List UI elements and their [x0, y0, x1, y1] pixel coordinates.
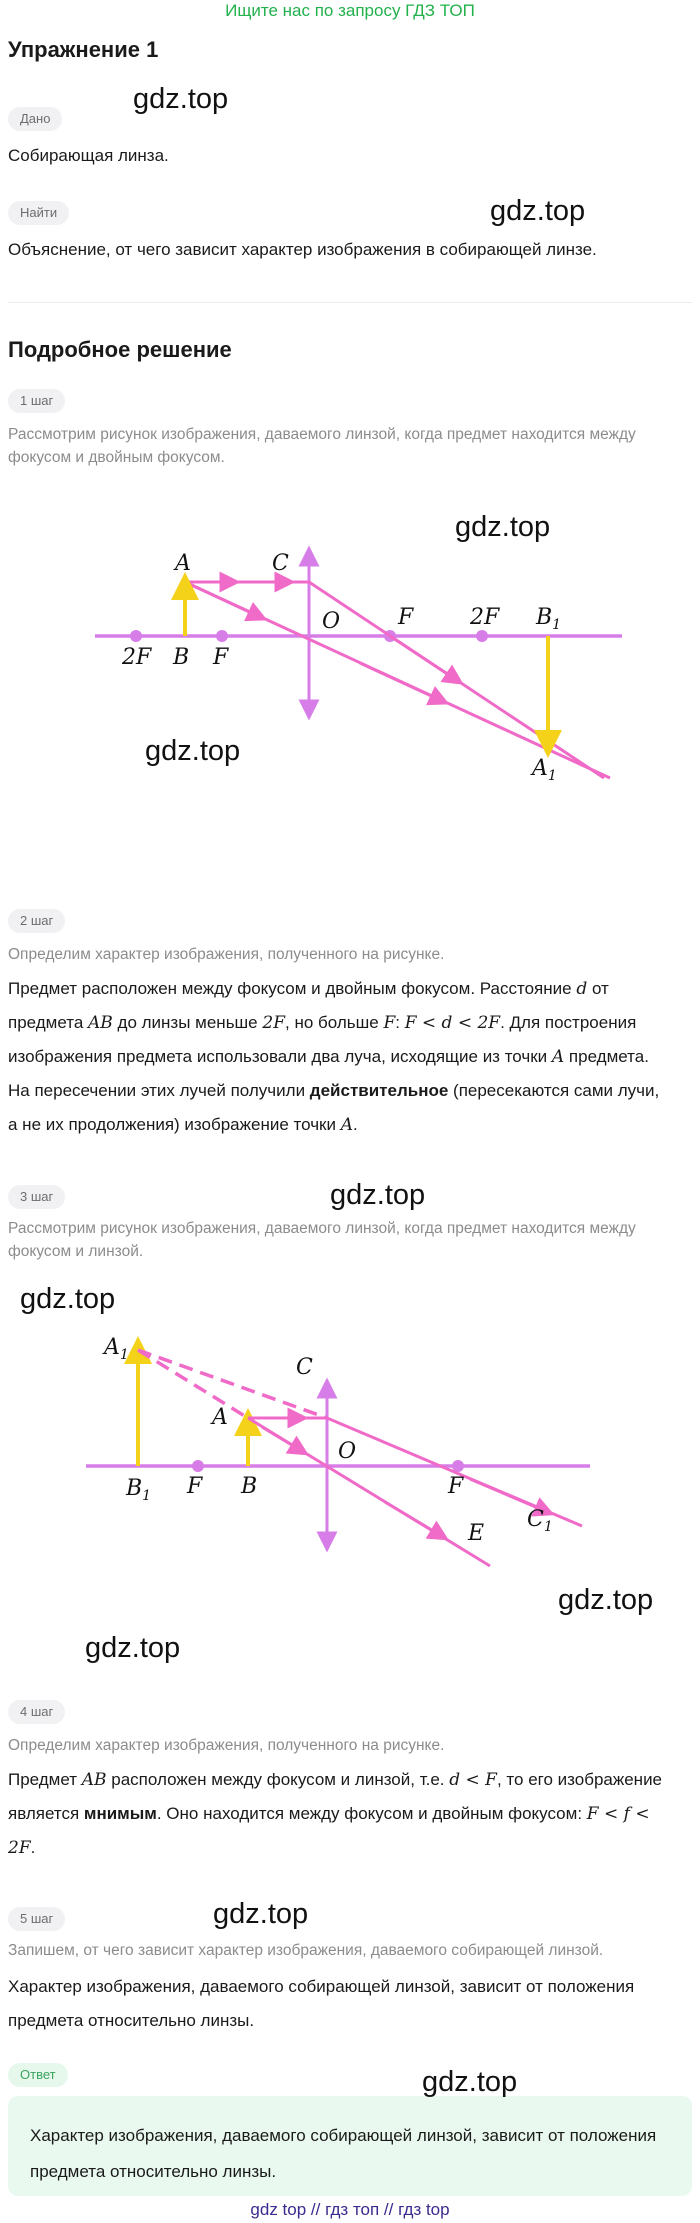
answer-label: Ответ	[8, 2063, 68, 2087]
top-banner[interactable]: Ищите нас по запросу ГДЗ ТОП	[225, 1, 475, 20]
watermark: gdz.top	[422, 2066, 518, 2098]
step2-text: Предмет расположен между фокусом и двойным фокусом. Расстояние d от предмета AB до линзы меньше 2F, но больше F: F < d < 2F. Для построения изображения предмета использовали два луча, исходящие из точки A предмета. На пересечении этих лучей получили действительное (пересекаются сами лучи, а не их продолжения) изображение точки A.	[8, 979, 660, 1135]
watermark: gdz.top	[558, 1584, 654, 1616]
footer-links[interactable]: gdz top // гдз топ // гдз top	[250, 2200, 450, 2219]
watermark: gdz.top	[133, 83, 229, 115]
label-c: C	[272, 551, 289, 576]
point-f-left	[216, 630, 228, 642]
label2-a1: $A_1$	[104, 1335, 129, 1363]
ray-central-arrow-1	[185, 582, 258, 616]
step3-label-wrap	[8, 1185, 65, 1209]
step5-hint: Запишем, от чего зависит характер изображения, даваемого собирающей линзой.	[8, 1942, 604, 1959]
step5-text: Характер изображения, даваемого собирающей линзой, зависит от положения предмета относительно линзы.	[8, 1977, 635, 2030]
given-label-wrap	[8, 107, 62, 131]
step4-text: Предмет AB расположен между фокусом и линзой, т.е. d < F, то его изображение является мнимым. Оно находится между фокусом и двойным фокусом: F < f < 2F.	[8, 1770, 663, 1858]
label2-f-right: F	[448, 1474, 464, 1499]
step5-label: 5 шаг	[8, 1907, 65, 1931]
ray2-central-arrow-2	[385, 1502, 440, 1535]
watermark: gdz.top	[213, 1898, 309, 1930]
diagram-virtual-image	[0, 1320, 700, 1580]
answer-label-wrap	[8, 2063, 68, 2087]
label-b1: $B_1$	[536, 605, 562, 633]
point-2f-left	[130, 630, 142, 642]
label2-a: A	[212, 1405, 228, 1430]
step2-label: 2 шаг	[8, 909, 65, 933]
given-label: Дано	[8, 107, 62, 131]
step3-label: 3 шаг	[8, 1185, 65, 1209]
watermark: gdz.top	[20, 1283, 116, 1315]
find-label-wrap	[8, 201, 69, 225]
step3-hint: Рассмотрим рисунок изображения, даваемого линзой, когда предмет находится между фокусом и линзой.	[8, 1220, 636, 1260]
ray-parallel-arrow-3	[390, 636, 455, 679]
label-a1: $A_1$	[532, 756, 557, 784]
label-2f-right: 2F	[470, 605, 500, 630]
watermark: gdz.top	[145, 735, 241, 767]
label-f-right: F	[398, 605, 414, 630]
given-text: Собирающая линза.	[8, 146, 169, 165]
watermark: gdz.top	[330, 1179, 426, 1211]
label2-f-left: F	[187, 1474, 203, 1499]
point-2f-right	[476, 630, 488, 642]
page-title: Упражнение 1	[8, 37, 159, 62]
point2-f-left	[192, 1460, 204, 1472]
label2-o: O	[338, 1439, 357, 1464]
step1-hint: Рассмотрим рисунок изображения, даваемого линзой, когда предмет находится между фокусом и двойным фокусом.	[8, 426, 636, 466]
step4-label-wrap	[8, 1700, 65, 1724]
label-2f-left: 2F	[122, 645, 152, 670]
ray-central-arrow-2	[360, 663, 440, 700]
step1-label-wrap	[8, 389, 65, 413]
label-o: O	[322, 609, 341, 634]
label-a: A	[175, 551, 191, 576]
answer-text: Характер изображения, даваемого собирающей линзой, зависит от положения предмета относительно линзы.	[30, 2126, 657, 2181]
step2-label-wrap	[8, 909, 65, 933]
find-text: Объяснение, от чего зависит характер изображения в собирающей линзе.	[8, 240, 597, 259]
label2-c1: $C_1$	[527, 1507, 553, 1535]
step5-label-wrap	[8, 1907, 65, 1931]
watermark: gdz.top	[490, 195, 586, 227]
label2-b: B	[241, 1474, 258, 1499]
diagram-real-image	[0, 540, 700, 800]
label2-e: E	[468, 1521, 485, 1546]
ray2-central-arrow-1	[262, 1427, 300, 1450]
divider	[8, 302, 692, 303]
label-f-left: F	[213, 645, 229, 670]
label-b: B	[173, 645, 190, 670]
solution-title: Подробное решение	[8, 337, 232, 362]
step2-hint: Определим характер изображения, полученного на рисунке.	[8, 946, 445, 963]
step4-label: 4 шаг	[8, 1700, 65, 1724]
label2-c: C	[296, 1355, 313, 1380]
watermark: gdz.top	[85, 1632, 181, 1664]
label2-b1: $B_1$	[126, 1476, 152, 1504]
step4-hint: Определим характер изображения, полученного на рисунке.	[8, 1737, 445, 1754]
step1-label: 1 шаг	[8, 389, 65, 413]
watermark: gdz.top	[455, 511, 551, 543]
find-label: Найти	[8, 201, 69, 225]
